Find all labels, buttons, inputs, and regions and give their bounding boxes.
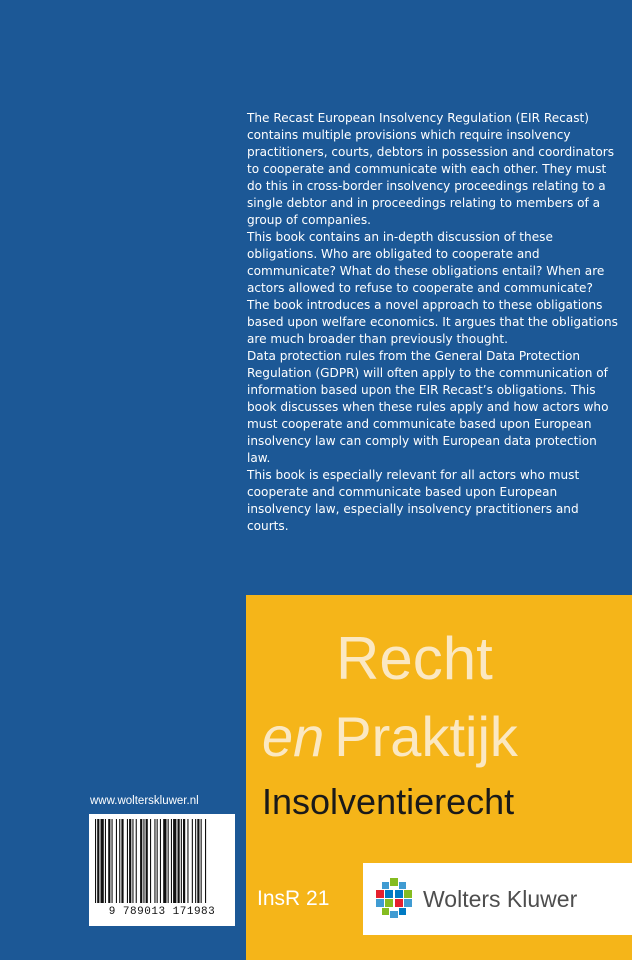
barcode-bar xyxy=(108,819,110,903)
barcode-bar xyxy=(143,819,144,903)
barcode-bar xyxy=(192,819,193,903)
barcode-bar xyxy=(183,819,185,903)
barcode-bar xyxy=(160,819,161,903)
series-title-recht: Recht xyxy=(336,625,493,692)
series-title-praktijk: Praktijk xyxy=(334,705,518,768)
barcode-bar xyxy=(178,819,180,903)
barcode-bar xyxy=(201,819,202,903)
barcode-bar xyxy=(205,819,206,903)
barcode-bar xyxy=(150,819,151,903)
blurb-paragraph-4: This book is especially relevant for all actors who must cooperate and communicate based upon European insolvency law, especially insolvency practitioners and courts. xyxy=(247,468,580,533)
barcode-bar xyxy=(116,819,117,903)
blurb-paragraph-2: This book contains an in-depth discussion of these obligations. Who are obligated to cooperate and communicate? What do these obligations entail? When are actors allowed to refuse to cooperate and communicate? The book introduces a novel approach to these obligations based upon welfare economics. It argues that the obligations are much broader than previously thought. xyxy=(247,230,618,346)
blurb-paragraph-1: The Recast European Insolvency Regulation (EIR Recast) contains multiple provisions which require insolvency practitioners, courts, debtors in possession and coordinators to cooperate and communicate with each other. They must do this in cross-border insolvency proceedings relating to a single debtor and in proceedings relating to members of a group of companies. xyxy=(247,111,615,227)
barcode-bar xyxy=(197,819,199,903)
isbn-number: 9 789013 171983 xyxy=(108,906,216,918)
barcode-bar xyxy=(112,819,113,903)
publisher-block xyxy=(363,863,632,935)
barcode-bar xyxy=(140,819,142,903)
barcode-bar xyxy=(187,819,188,903)
barcode-bar xyxy=(127,819,128,903)
barcode-bar xyxy=(163,819,166,903)
barcode-bar xyxy=(181,819,182,903)
publisher-url: www.wolterskluwer.nl xyxy=(90,795,199,807)
barcode-bar xyxy=(173,819,176,903)
barcode-bar xyxy=(146,819,148,903)
series-code: InsR 21 xyxy=(257,887,330,910)
barcode-bar xyxy=(154,819,155,903)
barcode-bar xyxy=(101,819,104,903)
barcode-bar xyxy=(95,819,96,903)
series-title-en-praktijk xyxy=(262,702,518,772)
barcode-graphic xyxy=(93,819,231,913)
series-title-en: en xyxy=(262,705,325,768)
barcode-bar xyxy=(119,819,120,903)
barcode-bar xyxy=(105,819,106,903)
wolters-kluwer-logo-icon xyxy=(373,877,415,919)
barcode-bar xyxy=(132,819,133,903)
publisher-name: Wolters Kluwer xyxy=(423,886,578,912)
barcode-bar xyxy=(97,819,99,903)
blurb-paragraph-3: Data protection rules from the General Data Protection Regulation (GDPR) will often apply to the communication of information based upon the EIR Recast’s obligations. This book discusses when these rules apply and how actors who must cooperate and communicate based upon European insolvency law can comply with European data protection law. xyxy=(247,349,609,465)
barcode-bar xyxy=(171,819,172,903)
barcode-bar xyxy=(129,819,131,903)
barcode-bar xyxy=(136,819,137,903)
back-cover-blurb xyxy=(247,110,619,535)
barcode-bar xyxy=(195,819,196,903)
barcode-bar xyxy=(121,819,123,903)
barcode-bar xyxy=(157,819,158,903)
barcode-bar xyxy=(168,819,169,903)
series-subject: Insolventierecht xyxy=(262,781,515,822)
